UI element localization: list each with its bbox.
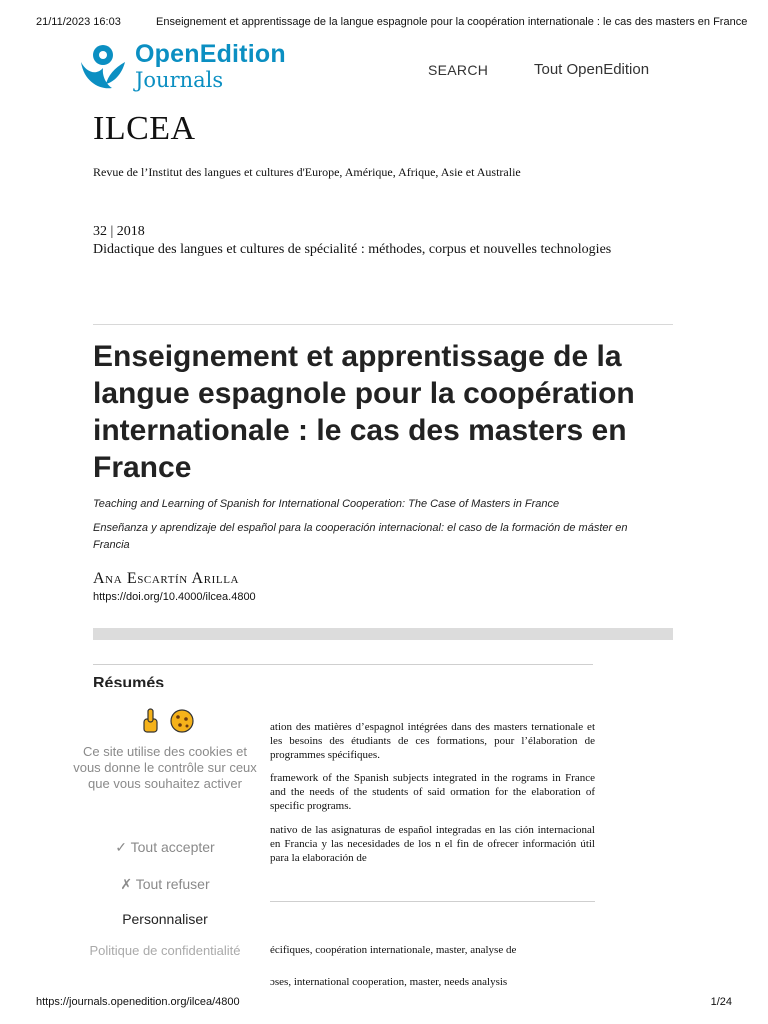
print-url: https://journals.openedition.org/ilcea/4800 bbox=[36, 996, 240, 1008]
logo-text-openedition: OpenEdition bbox=[135, 40, 286, 68]
issue-number[interactable]: 32 | 2018 bbox=[93, 224, 145, 239]
article-title: Enseignement et apprentissage de la langue espagnole pour la coopération internationale : le cas des masters en France bbox=[93, 340, 635, 484]
abstract-en: framework of the Spanish subjects integrated in the rograms in France and the needs of the students of said ormation for the elaboration of specific programs. bbox=[270, 772, 595, 812]
cookie-message: Ce site utilise des cookies et vous donne le contrôle sur ceux que vous souhaitez activer bbox=[73, 744, 257, 791]
section-bar bbox=[93, 628, 673, 640]
print-datetime: 21/11/2023 16:03 bbox=[36, 16, 121, 28]
refuse-all-button[interactable]: ✗ Tout refuser bbox=[120, 876, 210, 892]
cookie-icon bbox=[171, 710, 193, 732]
journal-subtitle: Revue de l’Institut des langues et cultures d'Europe, Amérique, Afrique, Asie et Australie bbox=[93, 165, 521, 179]
print-page-number: 1/24 bbox=[710, 996, 732, 1008]
divider bbox=[93, 664, 593, 665]
issue-title[interactable]: Didactique des langues et cultures de spécialité : méthodes, corpus et nouvelles technologies bbox=[93, 242, 612, 257]
openedition-logo[interactable] bbox=[78, 40, 338, 96]
logo-text-journals: Journals bbox=[135, 68, 224, 92]
article-author[interactable]: Ana Escartín Arilla bbox=[93, 570, 240, 587]
abstract-fr: ation des matières d’espagnol intégrées dans des masters ternationale et les besoins des étudiants de ces formations, pour l’élaboration de programmes spécifiques. bbox=[270, 721, 595, 761]
abstract-es: nativo de las asignaturas de español integradas en las ción internacional en Francia y las necesidades de los n el fin de ofrecer información útil para la elaboración de bbox=[270, 824, 595, 864]
nav-openedition-link[interactable]: Tout OpenEdition bbox=[534, 61, 650, 78]
article-subtitle-es: Enseñanza y aprendizaje del español para la cooperación internacional: el caso de la formación de máster en Francia bbox=[93, 522, 628, 551]
journal-name[interactable]: ILCEA bbox=[93, 110, 196, 147]
print-page-title: Enseignement et apprentissage de la langue espagnole pour la coopération internationale : le cas des masters en France bbox=[156, 16, 748, 28]
article-subtitle-en: Teaching and Learning of Spanish for International Cooperation: The Case of Masters in France bbox=[93, 498, 560, 510]
article-doi[interactable]: https://doi.org/10.4000/ilcea.4800 bbox=[93, 591, 256, 603]
keywords-fr: écifiques, coopération internationale, master, analyse de bbox=[270, 944, 517, 956]
keywords-en: ɔses, international cooperation, master, needs analysis bbox=[270, 976, 508, 988]
resume-heading: Résumés bbox=[93, 675, 165, 687]
accept-all-button[interactable]: ✓ Tout accepter bbox=[115, 839, 215, 855]
hand-icon bbox=[144, 709, 157, 732]
divider bbox=[93, 324, 673, 325]
openedition-logo-icon bbox=[78, 40, 128, 92]
customize-button[interactable]: Personnaliser bbox=[122, 911, 208, 927]
privacy-policy-link[interactable]: Politique de confidentialité bbox=[89, 943, 241, 958]
divider bbox=[270, 901, 595, 902]
cookie-icons bbox=[140, 708, 200, 734]
nav-search-link[interactable]: SEARCH bbox=[428, 62, 489, 78]
cookie-consent-panel bbox=[60, 700, 270, 990]
